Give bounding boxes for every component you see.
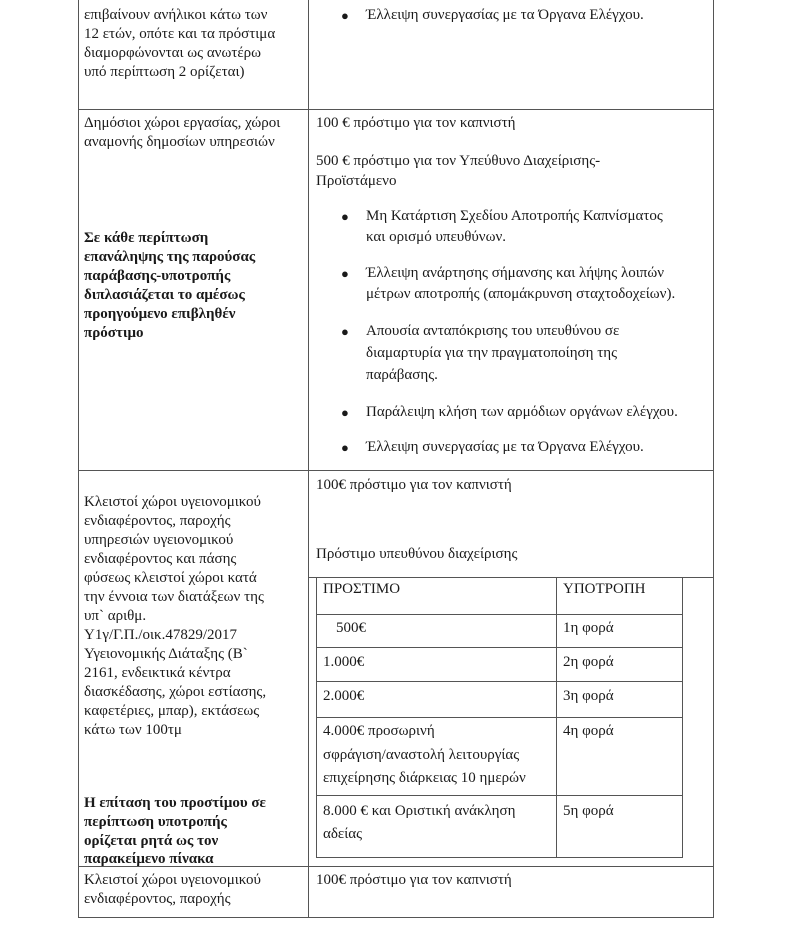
inner-table-cell: 4η φορά [563, 723, 614, 739]
inner-table-cell: 500€ [336, 620, 366, 636]
row3-bold-line: Η επίταση του προστίμου σε [84, 795, 266, 811]
row3-bold-line: περίπτωση υποτροπής [84, 814, 227, 830]
inner-table-cell: 8.000 € και Οριστική ανάκληση [323, 803, 516, 819]
row2-bullet-text: Έλλειψη ανάρτησης σήμανσης και λήψης λοιπών [366, 265, 665, 281]
row3-left-line: την έννοια των διατάξεων της [84, 589, 264, 605]
row3-left-line: Υγειονομικής Διάταξης (Β` [84, 646, 248, 662]
row3-left-line: διασκέδασης, χώροι εστίασης, [84, 684, 267, 700]
inner-table-cell: επιχείρησης διάρκειας 10 ημερών [323, 770, 526, 786]
bullet-dot: ● [341, 405, 349, 420]
inner-table-header: ΠΡΟΣΤΙΜΟ [323, 581, 401, 597]
row4-left-line: ενδιαφέροντος, παροχής [84, 891, 231, 907]
row3-left-line: Κλειστοί χώροι υγειονομικού [84, 494, 261, 510]
row2-fine-manager: 500 € πρόστιμο για τον Υπεύθυνο Διαχείρισης- [316, 153, 601, 169]
row2-bold-line: προηγούμενο επιβληθέν [84, 306, 236, 322]
row3-fine-smoker: 100€ πρόστιμο για τον καπνιστή [316, 477, 512, 493]
bullet-dot: ● [341, 324, 349, 339]
inner-table-cell: 5η φορά [563, 803, 614, 819]
table-border-left [78, 0, 79, 918]
row3-left-line: υπ` αριθμ. [84, 608, 147, 624]
inner-table-cell: 1.000€ [323, 654, 365, 670]
inner-table-line [316, 577, 317, 858]
row2-bold-line: πρόστιμο [84, 325, 144, 341]
row2-bullet-text: Έλλειψη συνεργασίας με τα Όργανα Ελέγχου. [366, 439, 644, 455]
row3-left-line: ενδιαφέροντος, παροχής [84, 513, 231, 529]
row4-fine-smoker: 100€ πρόστιμο για τον καπνιστή [316, 872, 512, 888]
row2-fine-smoker: 100 € πρόστιμο για τον καπνιστή [316, 115, 516, 131]
row3-left-line: ενδιαφέροντος και πάσης [84, 551, 237, 567]
inner-table-cell: 3η φορά [563, 688, 614, 704]
row1-left-line: υπό περίπτωση 2 ορίζεται) [84, 64, 245, 80]
inner-table-cell: 1η φορά [563, 620, 614, 636]
bullet-dot: ● [341, 8, 349, 23]
row2-bold-line: Σε κάθε περίπτωση [84, 230, 209, 246]
row2-left-line: Δημόσιοι χώροι εργασίας, χώροι [84, 115, 281, 131]
inner-table-cell: αδείας [323, 826, 363, 842]
row4-left-line: Κλειστοί χώροι υγειονομικού [84, 872, 261, 888]
table-border-bottom [78, 917, 714, 918]
row3-left-line: Υ1γ/Γ.Π./οικ.47829/2017 [84, 627, 238, 643]
inner-table-cell: 2η φορά [563, 654, 614, 670]
row2-bold-line: διπλασιάζεται το αμέσως [84, 287, 245, 303]
inner-table-line [316, 647, 682, 648]
row3-left-line: φύσεως κλειστοί χώροι κατά [84, 570, 257, 586]
inner-table-header: ΥΠΟΤΡΟΠΗ [563, 581, 646, 597]
inner-table-line [316, 681, 682, 682]
row3-bold-line: παρακείμενο πίνακα [84, 851, 214, 867]
bullet-dot: ● [341, 209, 349, 224]
table-border-right [713, 0, 714, 918]
row1-bullet-text: Έλλειψη συνεργασίας με τα Όργανα Ελέγχου. [366, 7, 644, 23]
row3-bold-line: ορίζεται ρητά ως τον [84, 833, 219, 849]
row2-bullet-text: διαμαρτυρία για την πραγματοποίηση της [366, 345, 618, 361]
row2-bullet-text: παράβασης. [366, 367, 438, 383]
row2-bullet-text: Παράλειψη κλήση των αρμόδιων οργάνων ελέγχου. [366, 404, 678, 420]
row3-left-line: υπηρεσιών υγειονομικού [84, 532, 234, 548]
inner-table-line [316, 717, 682, 718]
inner-table-line [556, 577, 557, 858]
row-divider-1 [78, 109, 714, 110]
inner-table-line [682, 577, 683, 858]
table-border-middle [308, 0, 309, 918]
bullet-dot: ● [341, 266, 349, 281]
row3-left-line: καφετέριες, μπαρ), εκτάσεως [84, 703, 260, 719]
row2-bullet-text: και ορισμό υπευθύνων. [366, 229, 506, 245]
row2-bold-line: παράβασης-υποτροπής [84, 268, 231, 284]
inner-table-line [316, 614, 682, 615]
row2-fine-manager: Προϊστάμενο [316, 173, 397, 189]
row2-bullet-text: Μη Κατάρτιση Σχεδίου Αποτροπής Καπνίσματος [366, 208, 663, 224]
row-divider-2 [78, 470, 714, 471]
inner-table-cell: 4.000€ προσωρινή [323, 723, 435, 739]
inner-table-cell: 2.000€ [323, 688, 365, 704]
inner-table-line [316, 857, 682, 858]
row3-left-line: κάτω των 100τμ [84, 722, 182, 738]
inner-table-line [308, 577, 713, 578]
row3-fine-manager: Πρόστιμο υπευθύνου διαχείρισης [316, 546, 518, 562]
row2-bullet-text: Απουσία ανταπόκρισης του υπευθύνου σε [366, 323, 620, 339]
row2-bold-line: επανάληψης της παρούσας [84, 249, 256, 265]
inner-table-cell: σφράγιση/αναστολή λειτουργίας [323, 747, 520, 763]
inner-table-line [316, 795, 682, 796]
row1-left-line: επιβαίνουν ανήλικοι κάτω των [84, 7, 268, 23]
bullet-dot: ● [341, 440, 349, 455]
row2-bullet-text: μέτρων αποτροπής (απομάκρυνση σταχτοδοχείων). [366, 286, 676, 302]
row1-left-line: διαμορφώνονται ως ανωτέρω [84, 45, 262, 61]
row1-left-line: 12 ετών, οπότε και τα πρόστιμα [84, 26, 276, 42]
row2-left-line: αναμονής δημοσίων υπηρεσιών [84, 134, 275, 150]
row3-left-line: 2161, ενδεικτικά κέντρα [84, 665, 231, 681]
